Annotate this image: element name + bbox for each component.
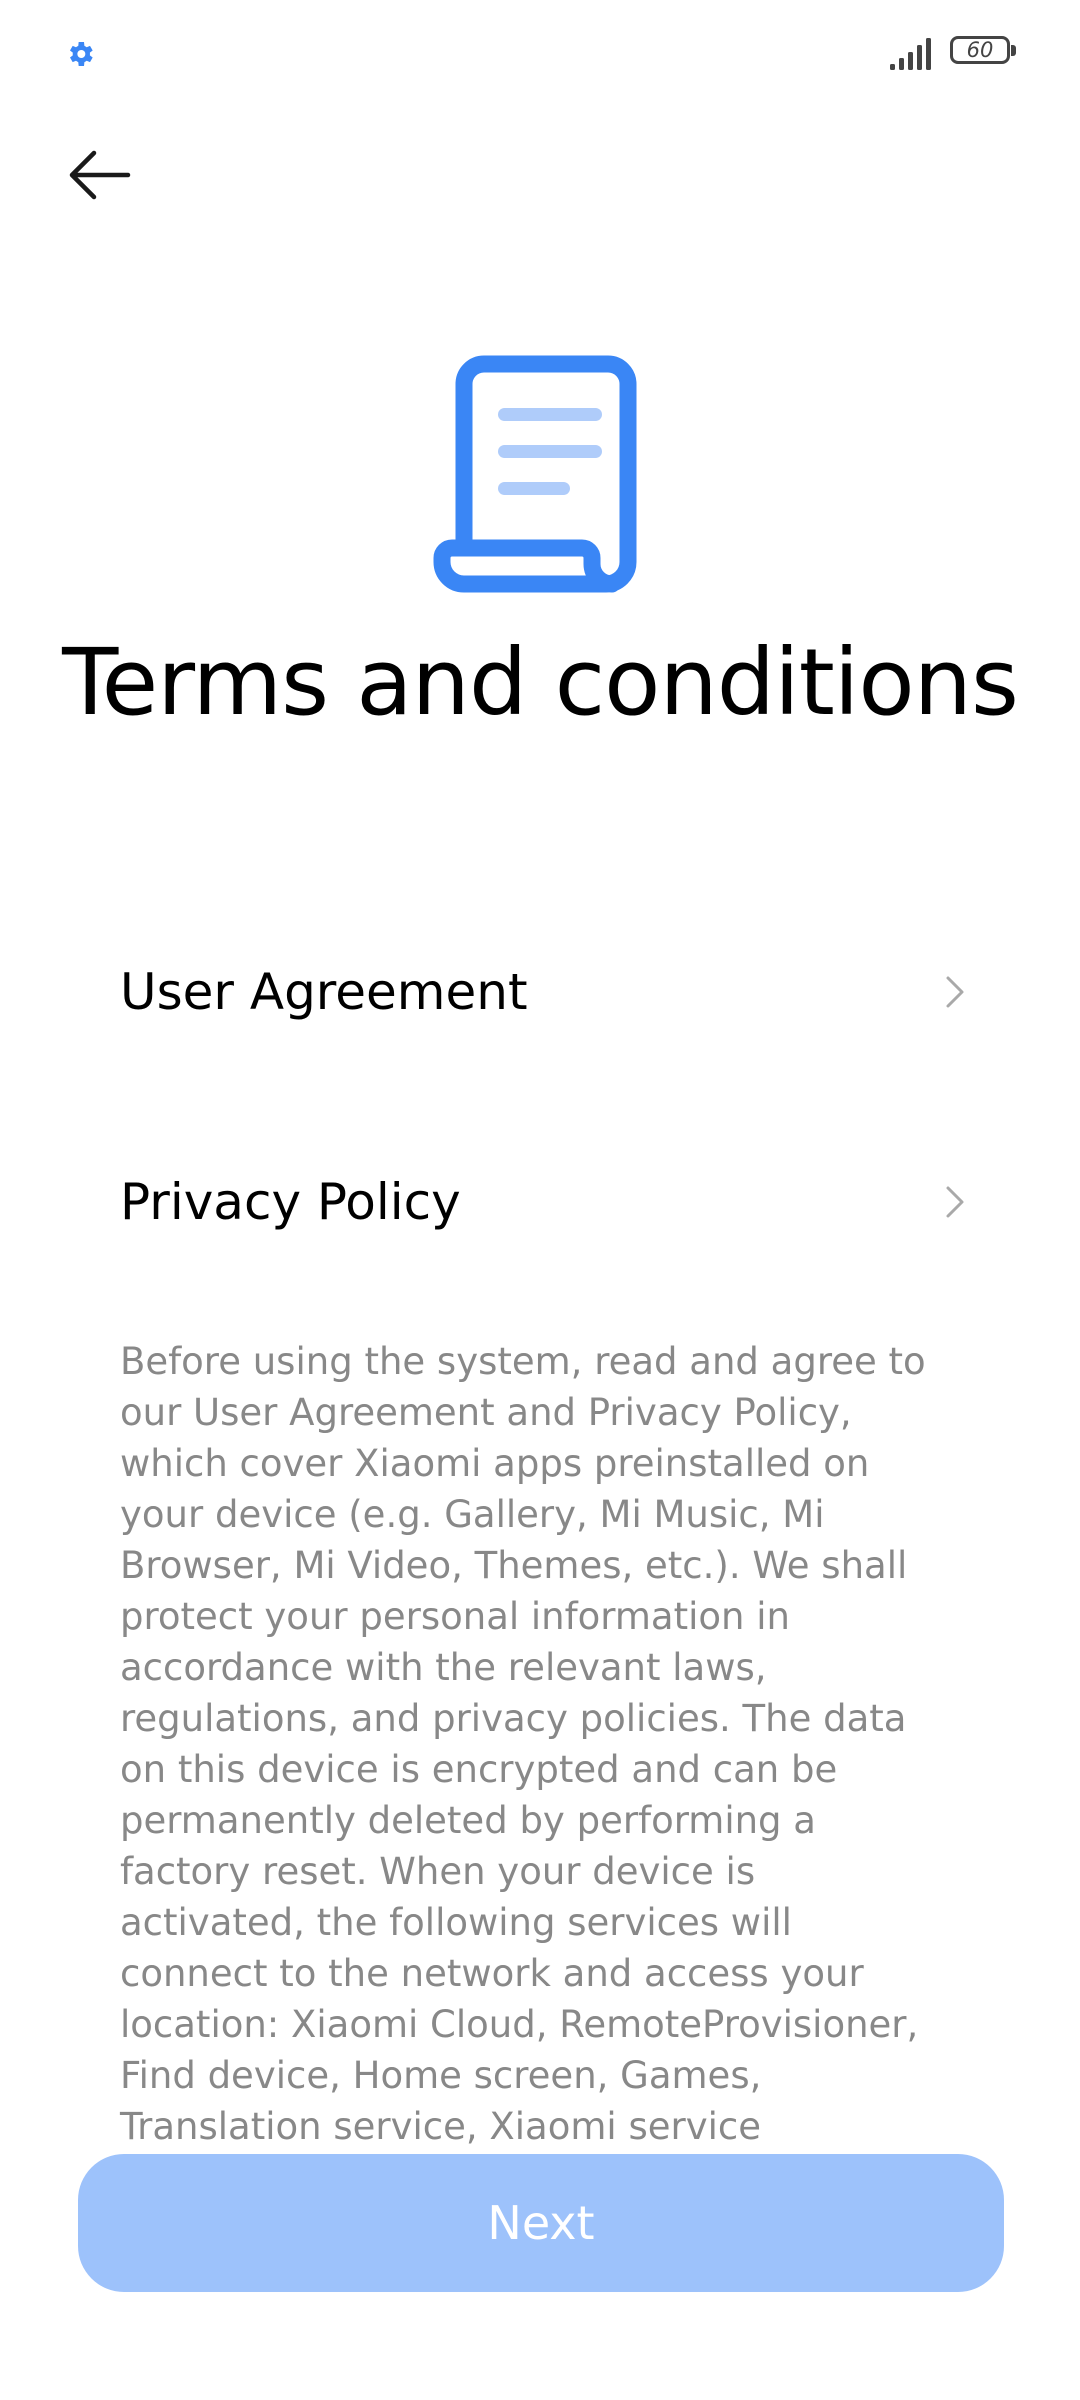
signal-bars-icon bbox=[888, 36, 936, 72]
privacy-policy-item[interactable] bbox=[120, 1142, 970, 1262]
user-agreement-label: User Agreement bbox=[120, 963, 528, 1021]
battery-tip bbox=[1011, 45, 1016, 56]
chevron-right-icon bbox=[940, 972, 970, 1012]
chevron-right-icon bbox=[940, 1182, 970, 1222]
document-scroll-icon bbox=[428, 352, 648, 592]
gear-icon bbox=[64, 38, 96, 70]
battery-icon bbox=[950, 36, 1010, 64]
privacy-policy-label: Privacy Policy bbox=[120, 1173, 461, 1231]
arrow-left-icon bbox=[66, 150, 132, 200]
terms-description: Before using the system, read and agree to our User Agreement and Privacy Policy, which cover Xiaomi apps preinstalled on your device (e.g. Gallery, Mi Music, Mi Browser, Mi Video, Themes, etc.). We shall protect your personal information in accordance with the relevant laws, regulations, and privacy policies. The data on this device is encrypted and can be permanently deleted by performing a factory reset. When your device is activated, the following services will connect to the network and access your location: Xiaomi Cloud, RemoteProvisioner, Find device, Home screen, Games, Translation service, Xiaomi service bbox=[120, 1340, 926, 2148]
back-button[interactable] bbox=[66, 130, 156, 220]
status-bar bbox=[0, 0, 1080, 104]
user-agreement-item[interactable] bbox=[120, 932, 970, 1052]
page-title: Terms and conditions bbox=[62, 629, 1018, 736]
battery-indicator bbox=[950, 36, 1020, 68]
terms-description-scroll[interactable] bbox=[120, 1336, 950, 2148]
next-button[interactable]: Next bbox=[78, 2154, 1004, 2292]
battery-level: 60 bbox=[966, 37, 994, 62]
